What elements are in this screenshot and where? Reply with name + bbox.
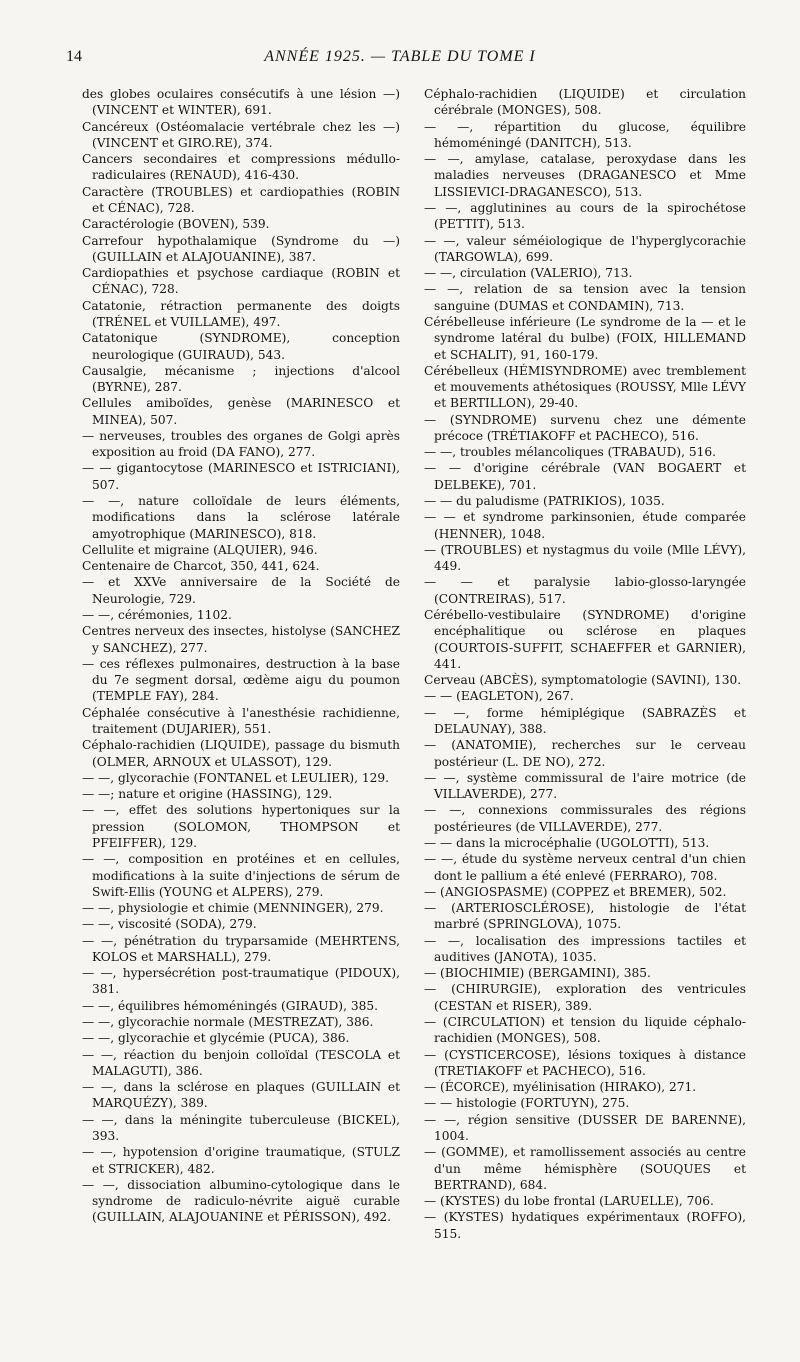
index-entry: — (KYSTES) hydatiques expérimentaux (ROFFO), 515.: [424, 1210, 746, 1241]
index-entry: — (ANGIOSPASME) (COPPEZ et BREMER), 502.: [424, 884, 727, 899]
index-entry: — — et paralysie labio-glosso-laryngée (CONTREIRAS), 517.: [424, 575, 746, 606]
index-entry: Cardiopathies et psychose cardiaque (ROBIN et CÉNAC), 728.: [82, 266, 400, 297]
index-entry: Caractérologie (BOVEN), 539.: [82, 217, 270, 232]
index-entry: — —, réaction du benjoin colloïdal (TESCOLA et MALAGUTI), 386.: [82, 1047, 400, 1078]
index-entry: Cerveau (ABCÈS), symptomatologie (SAVINI), 130.: [424, 673, 742, 688]
index-entry: des globes oculaires consécutifs à une lésion —) (VINCENT et WINTER), 691.: [82, 87, 400, 118]
index-entry: — — gigantocytose (MARINESCO et ISTRICIANI), 507.: [82, 461, 400, 492]
index-entry: — —, pénétration du tryparsamide (MEHRTENS, KOLOS et MARSHALL), 279.: [82, 933, 400, 964]
index-entry: — —, relation de sa tension avec la tension sanguine (DUMAS et CONDAMIN), 713.: [424, 282, 746, 313]
index-entry: Cancéreux (Ostéomalacie vertébrale chez les —) (VINCENT et GIRO.RE), 374.: [82, 119, 400, 150]
index-entry: — (KYSTES) du lobe frontal (LARUELLE), 706.: [424, 1194, 714, 1209]
index-entry: — et XXVe anniversaire de la Société de Neurologie, 729.: [82, 575, 400, 606]
index-entry: — —, répartition du glucose, équilibre hémoméningé (DANITCH), 513.: [424, 119, 746, 150]
index-entry: — —, hypotension d'origine traumatique, (STULZ et STRICKER), 482.: [82, 1145, 400, 1176]
index-entry: — —, glycorachie normale (MESTREZAT), 386.: [82, 1015, 374, 1030]
index-entry: — ces réflexes pulmonaires, destruction à la base du 7e segment dorsal, œdème aigu du poumon (TEMPLE FAY), 284.: [82, 656, 400, 704]
index-entry: — — dans la microcéphalie (UGOLOTTI), 513.: [424, 835, 710, 850]
index-entry: Centres nerveux des insectes, histolyse (SANCHEZ y SANCHEZ), 277.: [82, 624, 400, 655]
index-entry: — —, hypersécrétion post-traumatique (PIDOUX), 381.: [82, 966, 400, 997]
index-entry: — (SYNDROME) survenu chez une démente précoce (TRÉTIAKOFF et PACHECO), 516.: [424, 412, 746, 443]
index-entry: — (ANATOMIE), recherches sur le cerveau postérieur (L. DE NO), 272.: [424, 738, 746, 769]
page-header: [66, 48, 734, 70]
index-entry: Causalgie, mécanisme ; injections d'alcool (BYRNE), 287.: [82, 363, 400, 395]
index-entry: — —; nature et origine (HASSING), 129.: [82, 787, 333, 802]
index-entry: Catatonie, rétraction permanente des doigts (TRÉNEL et VUILLAME), 497.: [82, 298, 400, 329]
running-title: ANNÉE 1925. — TABLE DU TOME I: [264, 48, 536, 65]
index-entry: Carrefour hypothalamique (Syndrome du —) (GUILLAIN et ALAJOUANINE), 387.: [82, 233, 400, 264]
index-entry: — —, forme hémiplégique (SABRAZÈS et DELAUNAY), 388.: [424, 705, 746, 736]
index-entry: Céphalo-rachidien (LIQUIDE), passage du bismuth (OLMER, ARNOUX et ULASSOT), 129.: [82, 738, 400, 769]
index-entry: — — (EAGLETON), 267.: [424, 689, 574, 704]
index-entry: — —, composition en protéines et en cellules, modifications à la suite d'injections de sérum de Swift-Ellis (YOUNG et ALPERS), 279.: [82, 852, 400, 899]
index-entry: — — et syndrome parkinsonien, étude comparée (HENNER), 1048.: [424, 510, 746, 541]
index-entry: — (ÉCORCE), myélinisation (HIRAKO), 271.: [424, 1080, 697, 1095]
index-entry: — —, physiologie et chimie (MENNINGER), 279.: [82, 901, 384, 916]
index-entry: — —, cérémonies, 1102.: [82, 608, 232, 622]
index-entry: — (ARTERIOSCLÉROSE), histologie de l'état marbré (SPRINGLOVA), 1075.: [424, 901, 746, 932]
index-entry: — —, nature colloïdale de leurs éléments, modifications dans la sclérose latérale amyotrophique (MARINESCO), 818.: [82, 494, 400, 541]
index-entry: Centenaire de Charcot, 350, 441, 624.: [82, 559, 320, 574]
index-entry: — (BIOCHIMIE) (BERGAMINI), 385.: [424, 966, 651, 981]
index-entry: — —, effet des solutions hypertoniques sur la pression (SOLOMON, THOMPSON et PFEIFFER), 129.: [82, 803, 400, 850]
index-entry: — —, glycorachie et glycémie (PUCA), 386.: [82, 1031, 350, 1046]
index-entry: — —, circulation (VALERIO), 713.: [424, 266, 633, 281]
index-entry: — —, dans la sclérose en plaques (GUILLAIN et MARQUÉZY), 389.: [82, 1080, 400, 1111]
index-entry: — —, équilibres hémoméningés (GIRAUD), 385.: [82, 998, 378, 1013]
index-entry: Catatonique (SYNDROME), conception neurologique (GUIRAUD), 543.: [82, 331, 400, 362]
left-column: [82, 86, 400, 1336]
index-entry: — (TROUBLES) et nystagmus du voile (Mlle LÉVY), 449.: [424, 542, 746, 574]
index-entry: — —, dans la méningite tuberculeuse (BICKEL), 393.: [82, 1112, 400, 1143]
index-entry: Céphalo-rachidien (LIQUIDE) et circulation cérébrale (MONGES), 508.: [424, 87, 746, 118]
index-entry: Cancers secondaires et compressions médullo-radiculaires (RENAUD), 416-430.: [82, 152, 400, 183]
index-entry: — (CYSTICERCOSE), lésions toxiques à distance (TRETIAKOFF et PACHECO), 516.: [424, 1047, 746, 1078]
index-entry: — —, amylase, catalase, peroxydase dans les maladies nerveuses (DRAGANESCO et Mme LISSIEVICI-DRAGANESCO), 513.: [424, 152, 746, 199]
index-entry: Céphalée consécutive à l'anesthésie rachidienne, traitement (DUJARIER), 551.: [82, 705, 400, 736]
index-entry: — —, viscosité (SODA), 279.: [82, 917, 257, 932]
index-entry: — —, connexions commissurales des régions postérieures (de VILLAVERDE), 277.: [424, 803, 746, 834]
index-entry: — — d'origine cérébrale (VAN BOGAERT et DELBEKE), 701.: [424, 461, 746, 492]
index-entry: Caractère (TROUBLES) et cardiopathies (ROBIN et CÉNAC), 728.: [82, 184, 400, 215]
index-entry: — —, localisation des impressions tactiles et auditives (JANOTA), 1035.: [424, 933, 746, 964]
index-entry: Cérébello-vestibulaire (SYNDROME) d'origine encéphalitique ou sclérose en plaques (COURTOIS-SUFFIT, SCHAEFFER et GARNIER), 441.: [424, 608, 746, 671]
index-entry: — (GOMME), et ramollissement associés au centre d'un même hémisphère (SOUQUES et BERTRAND), 684.: [424, 1145, 746, 1192]
index-entry: — — du paludisme (PATRIKIOS), 1035.: [424, 494, 665, 509]
index-entry: — —, glycorachie (FONTANEL et LEULIER), 129.: [82, 770, 390, 785]
index-entry: — (CHIRURGIE), exploration des ventricules (CESTAN et RISER), 389.: [424, 982, 746, 1013]
index-entry: — —, valeur séméiologique de l'hyperglycorachie (TARGOWLA), 699.: [424, 233, 746, 264]
index-entry: — nerveuses, troubles des organes de Golgi après exposition au froid (DA FANO), 277.: [82, 428, 400, 460]
page-number: 14: [66, 48, 82, 65]
right-column: [424, 86, 746, 1336]
index-entry: — —, système commissural de l'aire motrice (de VILLAVERDE), 277.: [424, 770, 746, 802]
index-entry: — —, agglutinines au cours de la spirochétose (PETTIT), 513.: [424, 200, 746, 232]
index-entry: — —, troubles mélancoliques (TRABAUD), 516.: [424, 445, 716, 460]
index-entry: — —, région sensitive (DUSSER DE BARENNE), 1004.: [424, 1112, 746, 1143]
index-entry: Cellulite et migraine (ALQUIER), 946.: [82, 542, 318, 557]
index-entry: — — histologie (FORTUYN), 275.: [424, 1096, 630, 1111]
index-entry: Cérébelleux (HÉMISYNDROME) avec tremblement et mouvements athétosiques (ROUSSY, Mlle LÉVY et BERTILLON), 29-40.: [424, 363, 746, 411]
index-entry: Cérébelleuse inférieure (Le syndrome de la — et le syndrome latéral du bulbe) (FOIX, HILLEMAND et SCHALIT), 91, 160-179.: [424, 314, 746, 362]
index-entry: Cellules amiboïdes, genèse (MARINESCO et MINEA), 507.: [82, 396, 400, 427]
index-entry: — (CIRCULATION) et tension du liquide céphalo-rachidien (MONGES), 508.: [424, 1015, 746, 1046]
index-entry: — —, dissociation albumino-cytologique dans le syndrome de radiculo-névrite aiguë curable (GUILLAIN, ALAJOUANINE et PÉRISSON), 492.: [82, 1177, 400, 1225]
index-entry: — —, étude du système nerveux central d'un chien dont le pallium a été enlevé (FERRARO), 708.: [424, 852, 746, 883]
